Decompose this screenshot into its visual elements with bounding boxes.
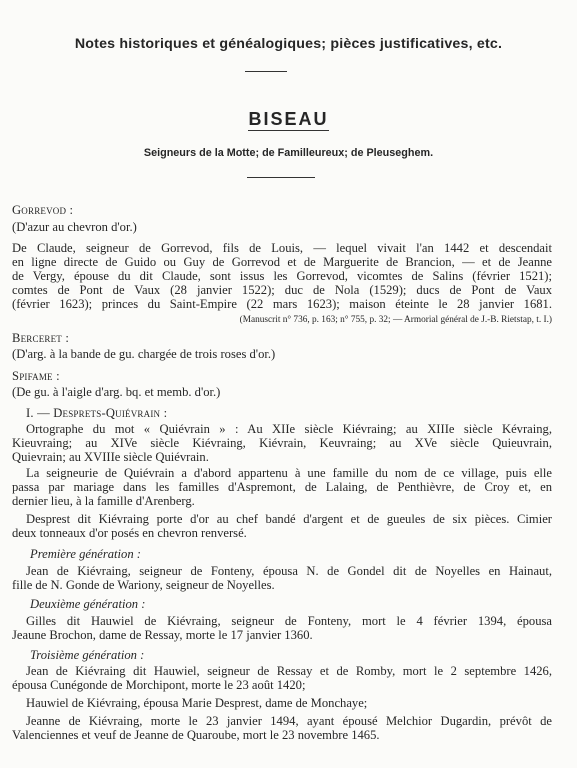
family-subtitle: Seigneurs de la Motte; de Familleureux; de Pleuseghem. [143, 147, 434, 159]
gorrevod-line-4: comtes de Pont de Vaux (28 janvier 1522); duc de Nola (1529); ducs de Pont de Vaux [12, 283, 552, 297]
seigneurie-line-3: dernier lieu, à la famille d'Arenberg. [12, 494, 195, 508]
gorrevod-line-2: en ligne directe de Guido ou Guy de Gorrevod et de Marguerite de Brancion, — et de Jeanne [12, 255, 552, 269]
family-title-text: BISEAU [248, 109, 329, 129]
generation-3-label: Troisième génération : [30, 648, 145, 662]
ortho-line-2: Kieuvraing; au XIVe siècle Kiévraing, Kiévrain, Keuvraing; au XVe siècle Quieuvrain, [12, 436, 552, 450]
spifame-arms: (De gu. à l'aigle d'arg. bq. et memb. d'or.) [12, 385, 221, 399]
berceret-arms: (D'arg. à la bande de gu. chargée de trois roses d'or.) [12, 347, 276, 361]
desprest-line-1: Desprest dit Kiévraing porte d'or au chef bandé d'argent et de gueules de six pièces. Cimier [26, 512, 552, 526]
desprest-line-2: deux tonneaux d'or posés en chevron renversé. [12, 526, 247, 540]
seigneurie-line-1: La seigneurie de Quiévrain a d'abord appartenu à une famille du nom de ce village, puis elle [26, 466, 552, 480]
gorrevod-line-5: (février 1623); princes du Saint-Empire (22 mars 1623); maison éteinte le 28 janvier 1681. [12, 297, 552, 311]
section-heading: I. — Desprets-Quiévrain : [26, 406, 168, 420]
gorrevod-line-1: De Claude, seigneur de Gorrevod, fils de Louis, — lequel vivait l'an 1442 et descendait [12, 241, 552, 255]
header-divider [245, 71, 287, 72]
generation-2-line-1: Gilles dit Hauwiel de Kiévraing, seigneur de Fonteny, mort le 4 février 1394, épousa [26, 614, 552, 628]
ortho-line-1: Ortographe du mot « Quiévrain » : Au XIIe siècle Kiévraing; au XIIIe siècle Kévraing, [26, 422, 552, 436]
generation-2-line-2: Jeaune Brochon, dame de Ressay, morte le 17 janvier 1360. [12, 628, 313, 642]
title-divider [247, 177, 315, 178]
spifame-label: Spifame : [12, 369, 60, 383]
generation-1-line-1: Jean de Kiévraing, seigneur de Fonteny, épousa N. de Gondel dit de Noyelles en Hainaut, [26, 564, 552, 578]
generation-3-line-1: Jean de Kiévraing dit Hauwiel, seigneur de Ressay et de Romby, mort le 2 septembre 1426, [26, 664, 552, 678]
gorrevod-label: Gorrevod : [12, 203, 74, 217]
family-title [0, 109, 577, 131]
generation-1-label: Première génération : [30, 547, 141, 561]
berceret-label: Berceret : [12, 331, 70, 345]
generation-3-line-5: Valenciennes et veuf de Jeanne de Quaroube, mort le 23 novembre 1465. [12, 728, 380, 742]
generation-1-line-2: fille de N. Gonde de Wariony, seigneur de Noyelles. [12, 578, 275, 592]
seigneurie-line-2: passa par mariage dans les familles d'Aspremont, de Lalaing, de Penthièvre, de Croy et, en [12, 480, 552, 494]
generation-3-line-2: épousa Cunégonde de Morchipont, morte le 23 août 1420; [12, 678, 306, 692]
page-header-title: Notes historiques et généalogiques; pièces justificatives, etc. [74, 36, 503, 52]
generation-2-label: Deuxième génération : [30, 597, 146, 611]
generation-3-line-4: Jeanne de Kiévraing, morte le 23 janvier 1494, ayant épousé Melchior Dugardin, prévôt de [26, 714, 552, 728]
generation-3-line-3: Hauwiel de Kiévraing, épousa Marie Desprest, dame de Monchaye; [26, 696, 368, 710]
gorrevod-arms: (D'azur au chevron d'or.) [12, 220, 137, 234]
gorrevod-reference: (Manuscrit n° 736, p. 163; n° 755, p. 32; — Armorial général de J.-B. Rietstap, t. I.) [239, 315, 552, 325]
gorrevod-line-3: de Vergy, épouse du dit Claude, sont issus les Gorrevod, vicomtes de Salins (février 1521); [12, 269, 552, 283]
ortho-line-3: Quievrain; au XVIIIe siècle Quiévrain. [12, 450, 209, 464]
